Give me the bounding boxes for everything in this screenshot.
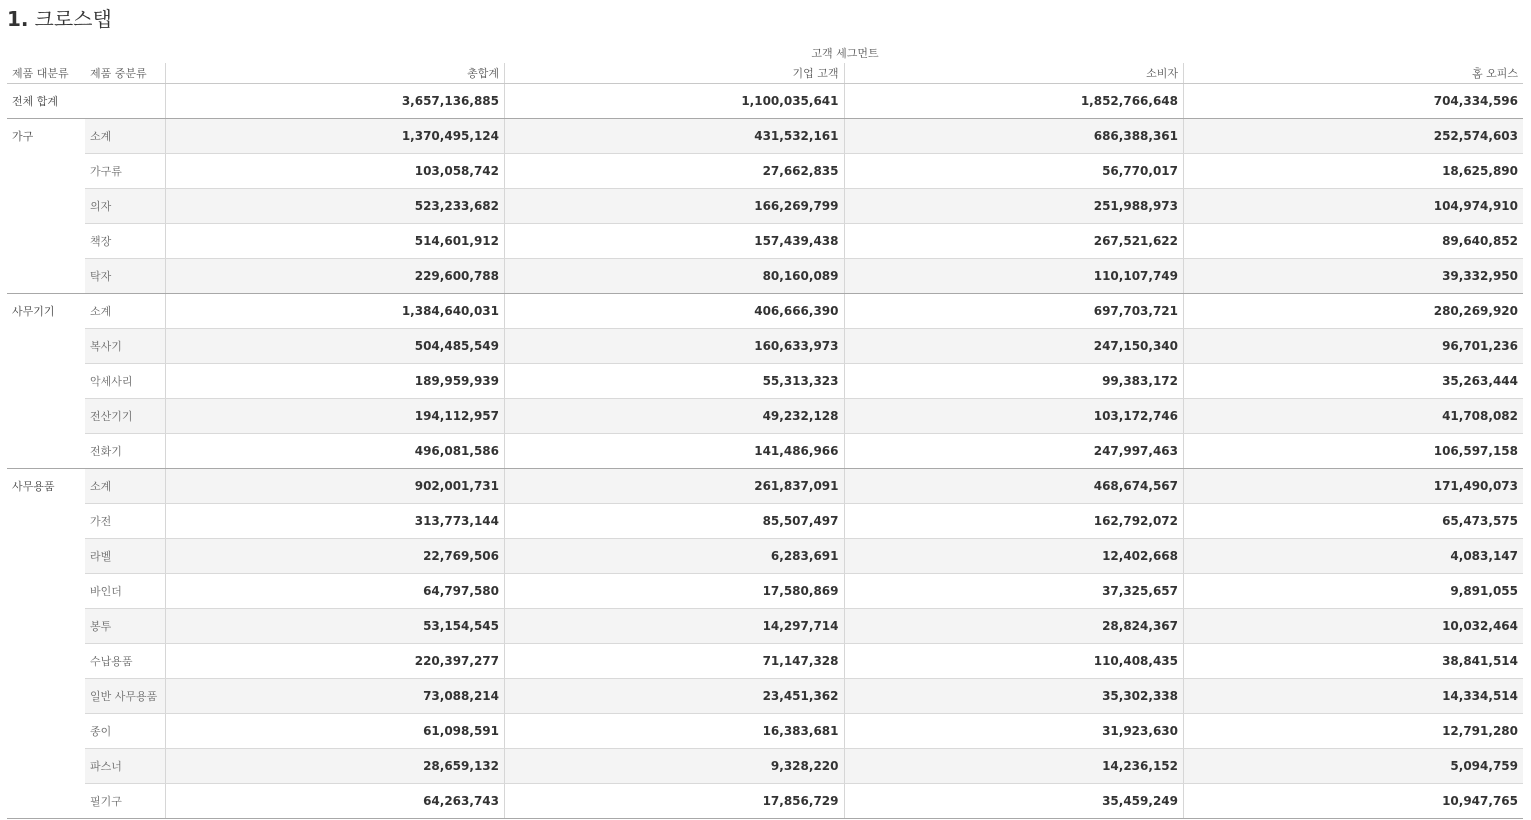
value-cell[interactable]: 27,662,835 — [505, 154, 845, 189]
value-cell[interactable]: 55,313,323 — [505, 364, 845, 399]
value-cell[interactable]: 1,384,640,031 — [165, 294, 505, 329]
value-cell[interactable]: 686,388,361 — [844, 119, 1184, 154]
grand-total-value[interactable]: 1,100,035,641 — [505, 84, 845, 119]
value-cell[interactable]: 229,600,788 — [165, 259, 505, 294]
value-cell[interactable]: 99,383,172 — [844, 364, 1184, 399]
table-row — [7, 224, 1523, 259]
value-cell[interactable]: 14,236,152 — [844, 749, 1184, 784]
value-cell[interactable]: 166,269,799 — [505, 189, 845, 224]
grand-total-value[interactable]: 3,657,136,885 — [165, 84, 505, 119]
value-cell[interactable]: 280,269,920 — [1184, 294, 1524, 329]
table-row — [7, 644, 1523, 679]
value-cell[interactable]: 56,770,017 — [844, 154, 1184, 189]
value-cell[interactable]: 89,640,852 — [1184, 224, 1524, 259]
value-cell[interactable]: 406,666,390 — [505, 294, 845, 329]
value-cell[interactable]: 49,232,128 — [505, 399, 845, 434]
value-cell[interactable]: 12,402,668 — [844, 539, 1184, 574]
header-corporate[interactable]: 기업 고객 — [505, 63, 845, 84]
value-cell[interactable]: 468,674,567 — [844, 469, 1184, 504]
table-row — [7, 504, 1523, 539]
crosstab-table — [7, 63, 1523, 819]
value-cell[interactable]: 10,032,464 — [1184, 609, 1524, 644]
value-cell[interactable]: 31,923,630 — [844, 714, 1184, 749]
category-label: 사무기기 — [7, 294, 85, 469]
value-cell[interactable]: 39,332,950 — [1184, 259, 1524, 294]
value-cell[interactable]: 18,625,890 — [1184, 154, 1524, 189]
value-cell[interactable]: 37,325,657 — [844, 574, 1184, 609]
value-cell[interactable]: 65,473,575 — [1184, 504, 1524, 539]
value-cell[interactable]: 71,147,328 — [505, 644, 845, 679]
table-row — [7, 364, 1523, 399]
table-row — [7, 469, 1523, 504]
table-row — [7, 609, 1523, 644]
table-row — [7, 679, 1523, 714]
category-label: 가구 — [7, 119, 85, 294]
value-cell[interactable]: 1,370,495,124 — [165, 119, 505, 154]
table-row — [7, 749, 1523, 784]
header-subcategory[interactable]: 제품 중분류 — [85, 63, 165, 84]
table-row — [7, 714, 1523, 749]
value-cell[interactable]: 64,797,580 — [165, 574, 505, 609]
value-cell[interactable]: 267,521,622 — [844, 224, 1184, 259]
subcategory-label: 일반 사무용품 — [85, 679, 165, 714]
value-cell[interactable]: 514,601,912 — [165, 224, 505, 259]
table-row — [7, 784, 1523, 819]
value-cell[interactable]: 28,824,367 — [844, 609, 1184, 644]
value-cell[interactable]: 28,659,132 — [165, 749, 505, 784]
value-cell[interactable]: 14,334,514 — [1184, 679, 1524, 714]
grand-total-value[interactable]: 1,852,766,648 — [844, 84, 1184, 119]
subcategory-label: 소계 — [85, 469, 165, 504]
header-row — [7, 63, 1523, 84]
subcategory-label: 전산기기 — [85, 399, 165, 434]
header-home-office[interactable]: 홈 오피스 — [1184, 63, 1524, 84]
header-category[interactable]: 제품 대분류 — [7, 63, 85, 84]
value-cell[interactable]: 902,001,731 — [165, 469, 505, 504]
table-row — [7, 399, 1523, 434]
value-cell[interactable]: 41,708,082 — [1184, 399, 1524, 434]
value-cell[interactable]: 5,094,759 — [1184, 749, 1524, 784]
value-cell[interactable]: 73,088,214 — [165, 679, 505, 714]
grand-total-row — [7, 84, 1523, 119]
subcategory-label: 봉투 — [85, 609, 165, 644]
value-cell[interactable]: 10,947,765 — [1184, 784, 1524, 819]
table-row — [7, 434, 1523, 469]
value-cell[interactable]: 189,959,939 — [165, 364, 505, 399]
table-row — [7, 259, 1523, 294]
value-cell[interactable]: 38,841,514 — [1184, 644, 1524, 679]
value-cell[interactable]: 313,773,144 — [165, 504, 505, 539]
value-cell[interactable]: 17,580,869 — [505, 574, 845, 609]
value-cell[interactable]: 103,172,746 — [844, 399, 1184, 434]
value-cell[interactable]: 431,532,161 — [505, 119, 845, 154]
table-row — [7, 189, 1523, 224]
value-cell[interactable]: 247,997,463 — [844, 434, 1184, 469]
value-cell[interactable]: 35,459,249 — [844, 784, 1184, 819]
value-cell[interactable]: 504,485,549 — [165, 329, 505, 364]
subcategory-label: 바인더 — [85, 574, 165, 609]
title-number: 1. — [7, 7, 29, 31]
value-cell[interactable]: 35,302,338 — [844, 679, 1184, 714]
value-cell[interactable]: 9,891,055 — [1184, 574, 1524, 609]
header-total[interactable]: 총합계 — [165, 63, 505, 84]
value-cell[interactable]: 162,792,072 — [844, 504, 1184, 539]
subcategory-label: 필기구 — [85, 784, 165, 819]
value-cell[interactable]: 96,701,236 — [1184, 329, 1524, 364]
title-name: 크로스탭 — [34, 7, 112, 31]
value-cell[interactable]: 220,397,277 — [165, 644, 505, 679]
value-cell[interactable]: 157,439,438 — [505, 224, 845, 259]
column-group-label: 고객 세그먼트 — [811, 47, 879, 60]
subcategory-label: 라벨 — [85, 539, 165, 574]
grand-total-value[interactable]: 704,334,596 — [1184, 84, 1524, 119]
subcategory-label: 가구류 — [85, 154, 165, 189]
value-cell[interactable]: 35,263,444 — [1184, 364, 1524, 399]
value-cell[interactable]: 251,988,973 — [844, 189, 1184, 224]
value-cell[interactable]: 22,769,506 — [165, 539, 505, 574]
header-consumer[interactable]: 소비자 — [844, 63, 1184, 84]
value-cell[interactable]: 9,328,220 — [505, 749, 845, 784]
value-cell[interactable]: 6,283,691 — [505, 539, 845, 574]
value-cell[interactable]: 697,703,721 — [844, 294, 1184, 329]
subcategory-label: 종이 — [85, 714, 165, 749]
value-cell[interactable]: 64,263,743 — [165, 784, 505, 819]
value-cell[interactable]: 171,490,073 — [1184, 469, 1524, 504]
page-title — [7, 4, 112, 34]
value-cell[interactable]: 14,297,714 — [505, 609, 845, 644]
value-cell[interactable]: 252,574,603 — [1184, 119, 1524, 154]
value-cell[interactable]: 247,150,340 — [844, 329, 1184, 364]
value-cell[interactable]: 103,058,742 — [165, 154, 505, 189]
value-cell[interactable]: 496,081,586 — [165, 434, 505, 469]
grand-total-label: 전체 합계 — [7, 84, 165, 119]
table-row — [7, 574, 1523, 609]
value-cell[interactable]: 61,098,591 — [165, 714, 505, 749]
value-cell[interactable]: 23,451,362 — [505, 679, 845, 714]
subcategory-label: 소계 — [85, 294, 165, 329]
value-cell[interactable]: 110,107,749 — [844, 259, 1184, 294]
value-cell[interactable]: 523,233,682 — [165, 189, 505, 224]
value-cell[interactable]: 16,383,681 — [505, 714, 845, 749]
value-cell[interactable]: 17,856,729 — [505, 784, 845, 819]
subcategory-label: 악세사리 — [85, 364, 165, 399]
subcategory-label: 가전 — [85, 504, 165, 539]
value-cell[interactable]: 85,507,497 — [505, 504, 845, 539]
value-cell[interactable]: 12,791,280 — [1184, 714, 1524, 749]
table-row — [7, 294, 1523, 329]
subcategory-label: 의자 — [85, 189, 165, 224]
value-cell[interactable]: 194,112,957 — [165, 399, 505, 434]
value-cell[interactable]: 104,974,910 — [1184, 189, 1524, 224]
value-cell[interactable]: 110,408,435 — [844, 644, 1184, 679]
value-cell[interactable]: 160,633,973 — [505, 329, 845, 364]
subcategory-label: 책장 — [85, 224, 165, 259]
crosstab-body — [7, 84, 1523, 819]
category-label: 사무용품 — [7, 469, 85, 819]
subcategory-label: 복사기 — [85, 329, 165, 364]
subcategory-label: 탁자 — [85, 259, 165, 294]
subcategory-label: 소계 — [85, 119, 165, 154]
value-cell[interactable]: 106,597,158 — [1184, 434, 1524, 469]
subcategory-label: 파스너 — [85, 749, 165, 784]
table-row — [7, 329, 1523, 364]
value-cell[interactable]: 4,083,147 — [1184, 539, 1524, 574]
table-row — [7, 154, 1523, 189]
value-cell[interactable]: 80,160,089 — [505, 259, 845, 294]
value-cell[interactable]: 261,837,091 — [505, 469, 845, 504]
value-cell[interactable]: 53,154,545 — [165, 609, 505, 644]
subcategory-label: 수납용품 — [85, 644, 165, 679]
table-row — [7, 539, 1523, 574]
value-cell[interactable]: 141,486,966 — [505, 434, 845, 469]
table-row — [7, 119, 1523, 154]
subcategory-label: 전화기 — [85, 434, 165, 469]
